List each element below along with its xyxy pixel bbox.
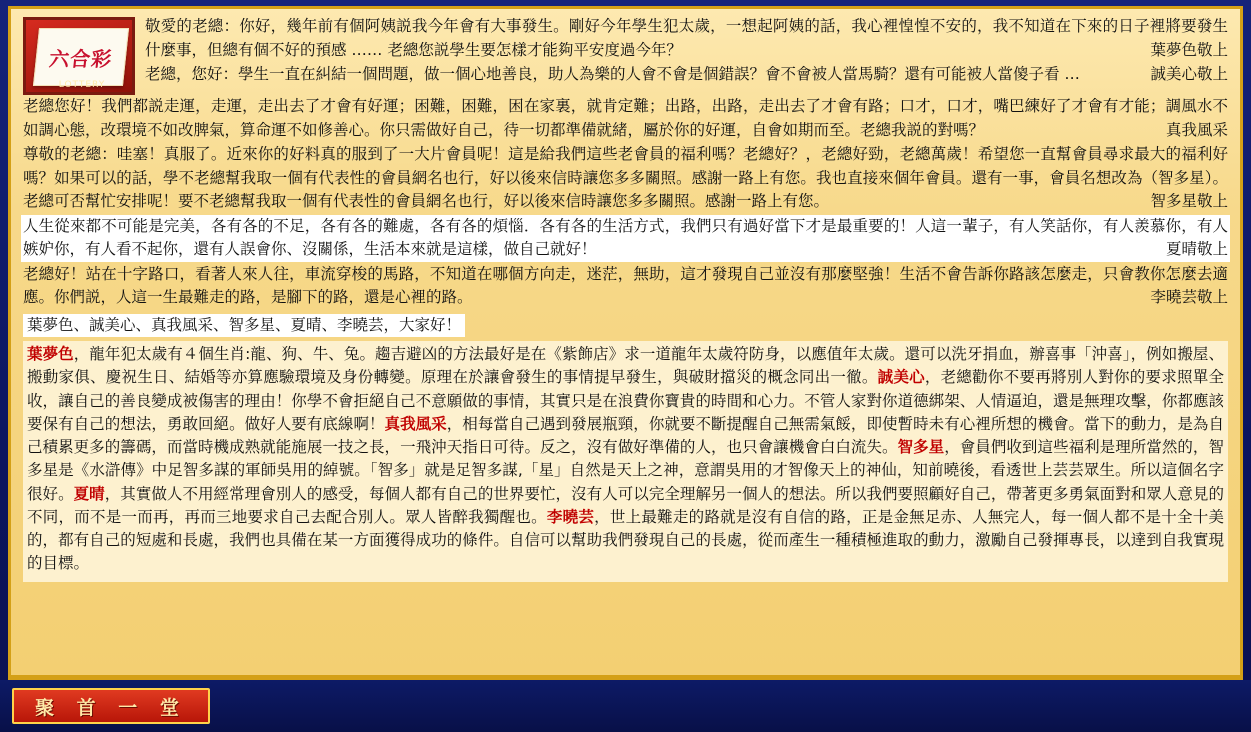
lottery-logo: [23, 17, 135, 95]
letter-signature: 誠美心敬上: [1150, 65, 1228, 84]
answer-block: [23, 341, 1228, 582]
logo-card-shape: [33, 28, 129, 86]
letter-signature: 李曉芸敬上: [1150, 288, 1228, 307]
letter-item: [21, 95, 1230, 142]
answer-text-yemengse: ，龍年犯太歲有４個生肖:龍、狗、牛、兔。趨吉避凶的方法最好是在《紫飾店》求一道龍年太歲符防身，以應值年太歲。還可以洗牙捐血，辦喜事「沖喜」，例如搬屋、搬動家俱、慶祝生日、結婚等亦算應驗環境及身份轉變。原理在於讓會發生的事情提早發生，與破財擋災的概念同出一徹。: [27, 345, 1224, 387]
letter-board: [8, 6, 1243, 678]
letter-signature: 智多星敬上: [1150, 192, 1228, 211]
answer-text-chengmeixin: ，老總勸你不要再將別人對你的要求照單全收，讓自己的善良變成被傷害的理由！你學不會拒絕自己不意願做的事情，其實只是在浪費你寶貴的時間和心力。不管人家對你道德綁架、人情逼迫，還是無理攻擊，你都應該要保有自己的想法，勇敢回絕。做好人要有底線啊！: [27, 368, 1224, 433]
letter-signature: 夏晴敬上: [1165, 240, 1228, 259]
answer-text-xiaqing: ，其實做人不用經常理會別人的感受，每個人都有自己的世界要忙，沒有人可以完全理解另一個人的想法。所以我們要照顧好自己，帶著更多勇氣面對和眾人意見的不同，而不是一而再，再而三地要求自己去配合別人。眾人皆醉我獨醒也。: [27, 484, 1224, 526]
answer-name-lixiaoyun: 李曉芸: [546, 507, 595, 526]
letter-body: 尊敬的老總：哇塞！真服了。近來你的好料真的服到了一大片會員呢！這是給我們這些老會員的福利嗎？老總好？，老總好勁，老總萬歲！希望您一直幫會員尋求最大的福利好嗎？如果可以的話，學不老總幫我取一個有代表性的會員網名也行，好以後來信時讓您多多關照。感謝一路上有您。我也直接來個年會員。還有一事，會員名想改為（智多星）。老總可否幫忙安排呢！要不老總幫我取一個有代表性的會員網名也行，好以後來信時讓您多多關照。感謝一路上有您。: [23, 145, 1228, 211]
bottom-banner-label: 聚 首 一 堂: [35, 696, 187, 719]
logo-subtitle: LOTTERY: [58, 80, 106, 90]
letter-signature: 真我風采: [1165, 120, 1228, 139]
letter-body: 老總好！站在十字路口，看著人來人往，車流穿梭的馬路，不知道在哪個方向走，迷茫，無助，這才發現自己並沒有那麼堅強！生活不會告訴你路該怎麼走，只會教你怎麼去適應。你們説，人這一生最難走的路，是腳下的路，還是心裡的路。: [23, 264, 1228, 307]
greeting-line: 葉夢色、誠美心、真我風采、智多星、夏晴、李曉芸，大家好！: [23, 314, 465, 337]
answer-name-zhiduoxing: 智多星: [897, 438, 945, 457]
answer-name-zhenwofengcai: 真我風采: [384, 414, 447, 433]
letter-body: 老總，您好：學生一直在糾結一個問題，做一個心地善良，助人為樂的人會不會是個錯誤？會不會被人當馬騎？還有可能被人當傻子看 …: [145, 65, 1080, 84]
letter-item: [21, 263, 1230, 310]
letter-item: [143, 15, 1230, 62]
answer-name-xiaqing: 夏晴: [73, 484, 105, 503]
letter-signature: 葉夢色敬上: [1150, 40, 1228, 59]
letter-body: 老總您好！我們都説走運，走運，走出去了才會有好運；困難，困難，困在家裏，就肯定難；出路，出路，走出去了才會有路；口才，口才，嘴巴練好了才會有才能；調風水不如調心態，改環境不如改脾氣，算命運不如修善心。你只需做好自己，待一切都準備就緒，屬於你的好運，自會如期而至。老總我説的對嗎？: [23, 97, 1228, 139]
answer-text-zhiduoxing: ，會員們收到這些福利是理所當然的，智多星是《水滸傳》中足智多謀的軍師吳用的綽號。「智多」就是足智多謀,「星」自然是天上之神，意謂吳用的才智像天上的神仙，知前曉後，看透世上芸芸眾生。所以這個名字很好。: [27, 438, 1224, 503]
answer-name-chengmeixin: 誠美心: [877, 368, 925, 387]
letter-row-first: [21, 15, 1230, 95]
bottom-banner: [12, 688, 210, 724]
first-letters-column: [143, 15, 1230, 88]
letter-item: [143, 63, 1230, 87]
letter-item: [21, 143, 1230, 214]
answer-name-yemengse: 葉夢色: [27, 345, 74, 364]
answer-text-lixiaoyun: ，世上最難走的路就是沒有自信的路，正是金無足赤、人無完人，每一個人都不是十全十美的，都有自己的短處和長處，我們也具備在某一方面獲得成功的條件。自信可以幫助我們發現自己的長處，從而產生一種積極進取的動力，激勵自己發揮專長，以達到自我實現的目標。: [27, 507, 1224, 573]
letter-item: [21, 215, 1230, 262]
letter-body: 人生從來都不可能是完美，各有各的不足，各有各的難處，各有各的煩惱．各有各的生活方式，我們只有過好當下才是最重要的！人這一輩子，有人笑話你，有人羨慕你，有人嫉妒你，有人看不起你，還有人誤會你、沒關係，生活本來就是這樣，做自己就好！: [23, 216, 1228, 259]
logo-mark-text: 六合彩: [48, 46, 114, 71]
answer-text-zhenwofengcai: ，相每當自己遇到發展瓶頸，你就要不斷提醒自己無需氣餒，即使暫時未有心裡所想的機會。當下的動力，是為自己積累更多的籌碼，而當時機成熟就能施展一技之長，一飛沖天指日可待。反之，沒有做好準備的人，也只會讓機會白白流失。: [27, 414, 1224, 457]
letters-container: [11, 9, 1240, 586]
letter-body: 敬愛的老總：你好，幾年前有個阿姨説我今年會有大事發生。剛好今年學生犯太歲，一想起阿姨的話，我心裡惶惶不安的，我不知道在下來的日子裡將要發生什麼事，但總有個不好的預感 …… 老總您説學生要怎樣才能夠平安度過今年？: [145, 17, 1228, 59]
